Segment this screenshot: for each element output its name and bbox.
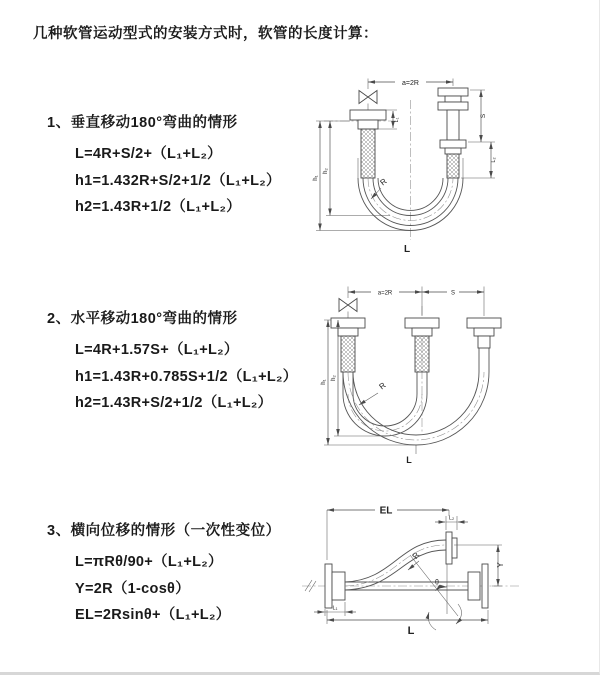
left-fitting bbox=[350, 110, 386, 178]
length-label: L bbox=[406, 455, 412, 465]
dimension-l1 bbox=[314, 602, 356, 616]
formula-line: h2=1.43R+1/2（L₁+L₂） bbox=[75, 199, 242, 215]
right-fitting bbox=[438, 88, 468, 178]
flanges bbox=[331, 318, 501, 372]
diagram-horizontal-180-bend bbox=[312, 282, 552, 472]
dimension-s bbox=[468, 90, 495, 142]
dimension-a2r bbox=[368, 78, 453, 90]
length-label: L bbox=[403, 244, 411, 255]
hose-s-curve-position bbox=[345, 540, 446, 590]
radius-label: R bbox=[410, 550, 422, 561]
page-title: 几种软管运动型式的安装方式时，软管的长度计算： bbox=[33, 26, 378, 42]
dim-h1-label: h₁ bbox=[321, 379, 327, 385]
dim-h2-label: h₂ bbox=[331, 375, 337, 381]
dim-l1-label: L₁ bbox=[394, 117, 400, 123]
formula-line: L=4R+1.57S+（L₁+L₂） bbox=[75, 342, 239, 358]
upper-fitting bbox=[446, 532, 457, 564]
formula-line: h2=1.43R+S/2+1/2（L₁+L₂） bbox=[75, 395, 273, 411]
valve-icon bbox=[339, 299, 357, 319]
angle-theta-construction bbox=[410, 555, 462, 630]
dim-l2-label: L₂ bbox=[491, 157, 497, 163]
diagram-vertical-180-bend bbox=[298, 74, 523, 272]
section-horizontal-movement bbox=[47, 307, 298, 417]
length-label: L bbox=[407, 625, 415, 637]
formula-line: L=4R+S/2+（L₁+L₂） bbox=[75, 146, 222, 162]
dim-s-label: S bbox=[450, 290, 456, 297]
section-lateral-displacement bbox=[47, 519, 281, 629]
dimension-l bbox=[327, 610, 488, 637]
dim-a2r-label: a=2R bbox=[402, 80, 419, 87]
right-fitting bbox=[468, 564, 488, 608]
section-2-heading: 2、水平移动180°弯曲的情形 bbox=[47, 311, 238, 327]
dim-l2-label: L₂ bbox=[448, 515, 455, 522]
radius-leader bbox=[359, 381, 388, 405]
section-vertical-movement bbox=[47, 111, 281, 221]
dimension-l2 bbox=[435, 516, 468, 531]
dim-el-label: EL bbox=[379, 505, 393, 517]
formula-line: Y=2R（1-cosθ） bbox=[75, 580, 190, 597]
radius-label: R bbox=[378, 176, 389, 188]
dim-s-label: S bbox=[480, 113, 487, 119]
dim-a2r-label: a=2R bbox=[377, 290, 393, 297]
dimension-a2r-s bbox=[348, 287, 484, 317]
formula-line: h1=1.43R+0.785S+1/2（L₁+L₂） bbox=[75, 368, 298, 385]
left-fitting bbox=[325, 564, 345, 608]
dim-h1-label: h₁ bbox=[313, 175, 319, 181]
valve-icon bbox=[359, 91, 377, 111]
section-3-heading: 3、横向位移的情形（一次性变位） bbox=[47, 523, 281, 539]
formula-line: EL=2Rsinθ+（L₁+L₂） bbox=[75, 607, 231, 623]
dim-theta-label: θ bbox=[435, 579, 439, 587]
diagram-lateral-displacement bbox=[296, 496, 560, 656]
dim-y-label: Y bbox=[496, 562, 505, 568]
formula-line: L=πRθ/90+（L₁+L₂） bbox=[75, 554, 223, 570]
hose-u-bend-position1 bbox=[343, 372, 427, 436]
formula-line: h1=1.432R+S/2+1/2（L₁+L₂） bbox=[75, 172, 281, 189]
dim-h2-label: h₂ bbox=[323, 168, 329, 174]
section-1-heading: 1、垂直移动180°弯曲的情形 bbox=[47, 115, 238, 131]
radius-label: R bbox=[377, 380, 388, 392]
dim-l1-label: L₁ bbox=[332, 605, 338, 612]
